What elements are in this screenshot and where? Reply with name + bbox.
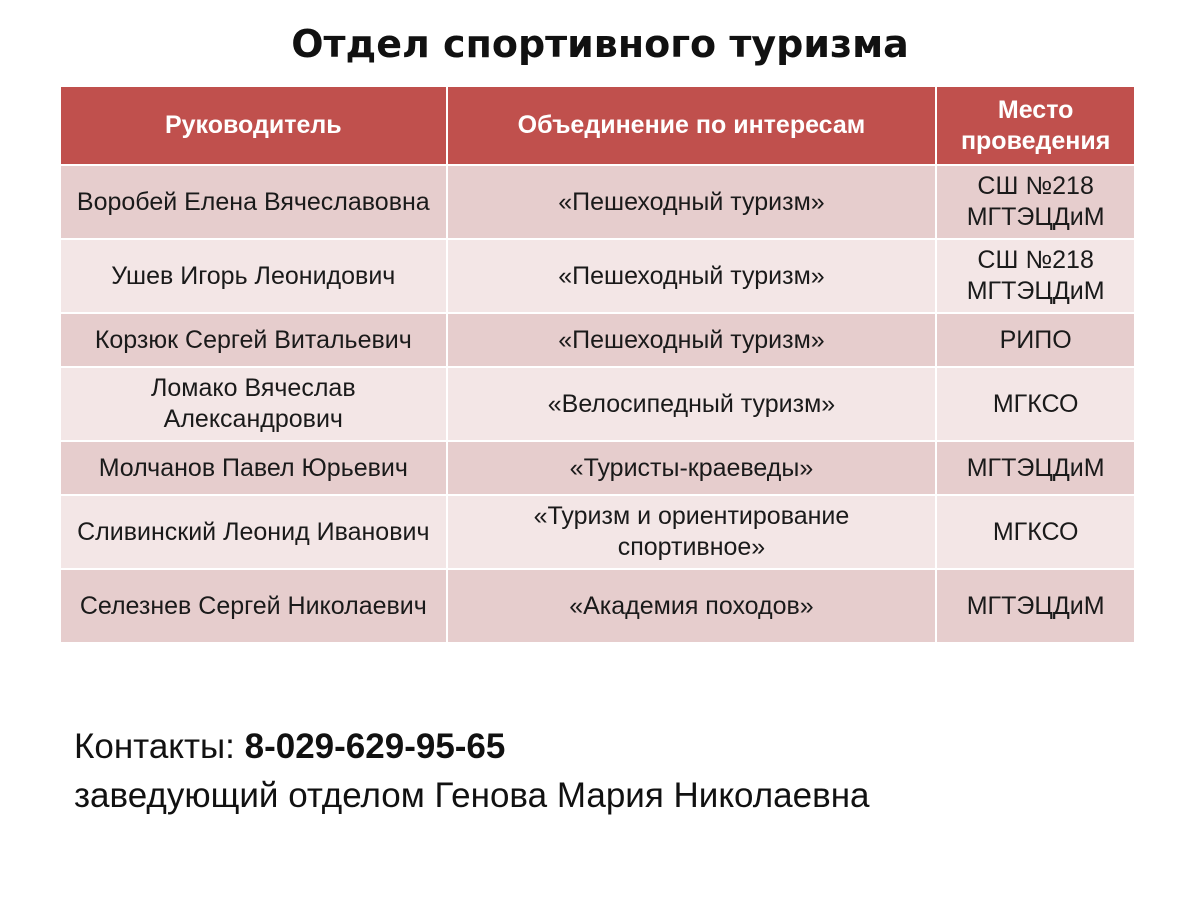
cell-head: Воробей Елена Вячеславовна xyxy=(60,165,447,239)
contacts-block xyxy=(74,722,870,820)
cell-association: «Пешеходный туризм» xyxy=(447,313,937,367)
table-row xyxy=(60,313,1135,367)
cell-head: Ломако Вячеслав Александрович xyxy=(60,367,447,441)
table-row xyxy=(60,441,1135,495)
column-header-head: Руководитель xyxy=(60,86,447,165)
cell-head: Ушев Игорь Леонидович xyxy=(60,239,447,313)
cell-head: Сливинский Леонид Иванович xyxy=(60,495,447,569)
cell-head: Молчанов Павел Юрьевич xyxy=(60,441,447,495)
cell-place: МГТЭЦДиМ xyxy=(936,569,1135,643)
page-title: Отдел спортивного туризма xyxy=(291,22,909,66)
cell-place-line1: СШ №218 xyxy=(977,246,1094,274)
sports-tourism-table xyxy=(59,85,1136,644)
table-row xyxy=(60,367,1135,441)
cell-place-line1: СШ №218 xyxy=(977,172,1094,200)
cell-place: МГКСО xyxy=(936,495,1135,569)
cell-place xyxy=(936,165,1135,239)
column-header-association: Объединение по интересам xyxy=(447,86,937,165)
table-row xyxy=(60,239,1135,313)
cell-association: «Велосипедный туризм» xyxy=(447,367,937,441)
cell-place: МГТЭЦДиМ xyxy=(936,441,1135,495)
cell-head: Селезнев Сергей Николаевич xyxy=(60,569,447,643)
column-header-place xyxy=(936,86,1135,165)
column-header-place-line1: Место xyxy=(997,95,1074,124)
table-row xyxy=(60,495,1135,569)
cell-association: «Пешеходный туризм» xyxy=(447,165,937,239)
cell-place-line2: МГТЭЦДиМ xyxy=(966,277,1105,305)
contacts-manager: заведующий отделом Генова Мария Николаевна xyxy=(74,776,870,815)
cell-place xyxy=(936,239,1135,313)
cell-association: «Туристы-краеведы» xyxy=(447,441,937,495)
cell-head: Корзюк Сергей Витальевич xyxy=(60,313,447,367)
cell-association: «Туризм и ориентирование спортивное» xyxy=(447,495,937,569)
table-header-row xyxy=(60,86,1135,165)
contacts-line xyxy=(74,722,870,771)
contacts-phone: 8-029-629-95-65 xyxy=(244,727,506,766)
contacts-label: Контакты: xyxy=(74,727,245,766)
table-row xyxy=(60,569,1135,643)
table-row xyxy=(60,165,1135,239)
cell-association: «Академия походов» xyxy=(447,569,937,643)
cell-place: МГКСО xyxy=(936,367,1135,441)
cell-association: «Пешеходный туризм» xyxy=(447,239,937,313)
column-header-place-line2: проведения xyxy=(960,126,1111,155)
cell-place-line2: МГТЭЦДиМ xyxy=(966,203,1105,231)
cell-place: РИПО xyxy=(936,313,1135,367)
